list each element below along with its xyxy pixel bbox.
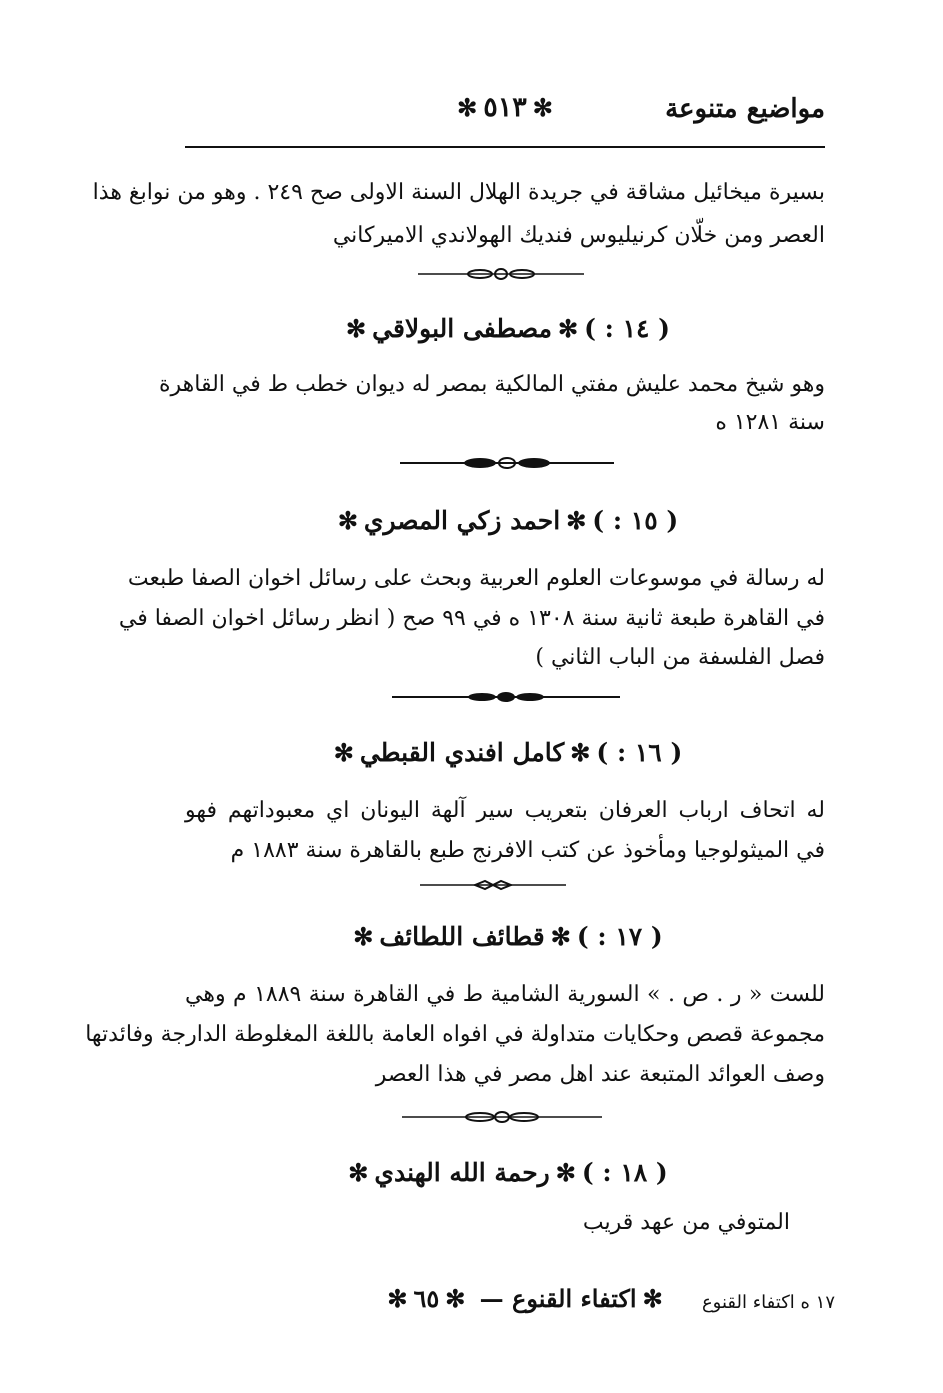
text-line: العصر ومن خلّان كرنيليوس فنديك الهولاندي الاميركاني	[332, 223, 825, 248]
divider-ornament	[400, 456, 614, 470]
entry-number: ( ١٨ : )	[581, 1158, 668, 1187]
page-header	[185, 88, 825, 144]
text-line: مجموعة قصص وحكايات متداولة في افواه العامة باللغة المغلوطة الدارجة وفائدتها	[85, 1022, 825, 1047]
running-title: مواضيع متنوعة	[665, 94, 825, 124]
text-line: وهو شيخ محمد عليش مفتي المالكية بمصر له ديوان خطب ط في القاهرة	[158, 372, 825, 397]
divider-ornament	[418, 267, 584, 281]
text-line: في القاهرة طبعة ثانية سنة ١٣٠٨ ه في ٩٩ صح ( انظر رسائل اخوان الصفا في	[118, 606, 825, 631]
entry-heading	[185, 506, 825, 535]
header-rule	[185, 146, 825, 148]
text-line: للست « ر . ص . » السورية الشامية ط في القاهرة سنة ١٨٨٩ م وهي	[185, 982, 826, 1007]
star-ornament-icon: ✻	[555, 1158, 576, 1187]
star-ornament-icon: ✻	[348, 1158, 369, 1187]
page-footer	[185, 1284, 835, 1324]
page-number-line	[185, 92, 825, 123]
text-line: له اتحاف ارباب العرفان بتعريب سير آلهة اليونان اي معبوداتهم فهو	[185, 798, 825, 823]
entry-number: ( ١٧ : )	[576, 922, 663, 951]
star-ornament-icon: ✻	[550, 922, 571, 951]
text-line: وصف العوائد المتبعة عند اهل مصر في هذا العصر	[375, 1062, 825, 1087]
star-ornament-icon: ✻	[337, 506, 358, 535]
printer-signature: ١٧ ه اكتفاء القنوع	[701, 1292, 835, 1313]
entry-number: ( ١٤ : )	[584, 314, 670, 343]
divider-ornament	[420, 878, 566, 892]
text-line: المتوفي من عهد قريب	[582, 1210, 790, 1235]
entry-name: كامل افندي القبطي	[359, 738, 565, 767]
entry-number: ( ١٦ : )	[596, 738, 683, 767]
text-line: فصل الفلسفة من الباب الثاني )	[535, 645, 825, 670]
entry-name: احمد زكي المصري	[363, 506, 561, 535]
star-ornament-icon: ✻	[333, 738, 354, 767]
text-line: في الميثولوجيا ومأخوذ عن كتب الافرنج طبع بالقاهرة سنة ١٨٨٣ م	[230, 838, 825, 863]
star-ornament-icon: ✻	[457, 93, 478, 122]
divider-ornament	[402, 1110, 602, 1124]
footer-page-number: ٦٥	[413, 1284, 440, 1313]
footer-book-title-line: ✻اكتفاء القنوع — ✻٦٥✻	[387, 1284, 663, 1313]
text-line: بسيرة ميخائيل مشاقة في جريدة الهلال السنة الاولى صح ٢٤٩ . وهو من نوابغ هذا	[92, 180, 825, 205]
entry-name: رحمة الله الهندي	[374, 1158, 550, 1187]
entry-heading	[185, 738, 825, 767]
divider-ornament	[392, 690, 620, 704]
entry-number: ( ١٥ : )	[592, 506, 679, 535]
page-number: ٥١٣	[483, 92, 527, 123]
entry-name: مصطفى البولاقي	[372, 314, 552, 343]
text-line: سنة ١٢٨١ ه	[715, 410, 825, 435]
star-ornament-icon: ✻	[570, 738, 591, 767]
entry-heading	[185, 922, 825, 951]
star-ornament-icon: ✻	[387, 1284, 408, 1313]
star-ornament-icon: ✻	[353, 922, 374, 951]
star-ornament-icon: ✻	[532, 93, 553, 122]
entry-heading	[185, 314, 825, 343]
text-line: له رسالة في موسوعات العلوم العربية وبحث على رسائل اخوان الصفا طبعت	[127, 566, 825, 591]
entry-name: قطائف اللطائف	[379, 922, 545, 951]
star-ornament-icon: ✻	[346, 314, 367, 343]
footer-book-title: اكتفاء القنوع	[512, 1284, 637, 1313]
star-ornament-icon: ✻	[445, 1284, 466, 1313]
star-ornament-icon: ✻	[566, 506, 587, 535]
entry-heading	[185, 1158, 825, 1187]
star-ornament-icon: ✻	[557, 314, 579, 343]
star-ornament-icon: ✻	[642, 1284, 663, 1313]
